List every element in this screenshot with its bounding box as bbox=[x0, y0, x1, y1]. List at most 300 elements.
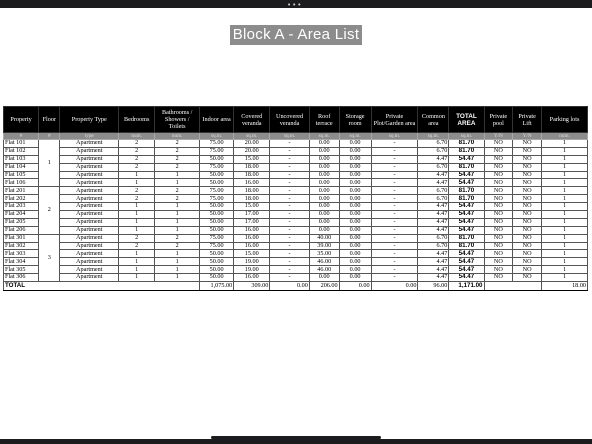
table-cell: Apartment bbox=[60, 274, 119, 282]
column-unit: sq.m. bbox=[449, 133, 484, 140]
column-unit: type bbox=[60, 133, 119, 140]
table-cell: - bbox=[371, 234, 418, 242]
table-cell: - bbox=[270, 266, 309, 274]
header-row bbox=[4, 107, 588, 133]
table-cell: 50.00 bbox=[200, 179, 234, 187]
table-cell: 15.00 bbox=[234, 203, 270, 211]
table-cell: NO bbox=[513, 258, 542, 266]
table-cell: - bbox=[270, 147, 309, 155]
table-row bbox=[4, 258, 588, 266]
column-header: Roof terrace bbox=[309, 107, 339, 133]
column-unit: Y/N bbox=[484, 133, 513, 140]
table-cell: Flat 205 bbox=[4, 218, 39, 226]
table-cell: NO bbox=[484, 147, 513, 155]
total-cell: 1,075.00 bbox=[200, 282, 234, 291]
table-cell: Flat 304 bbox=[4, 258, 39, 266]
total-row bbox=[4, 282, 588, 291]
table-cell: 2 bbox=[119, 242, 155, 250]
table-cell: 1 bbox=[119, 266, 155, 274]
table-body bbox=[4, 140, 588, 291]
table-cell: NO bbox=[513, 266, 542, 274]
table-cell: 0.00 bbox=[309, 171, 339, 179]
column-header: Indoor area bbox=[200, 107, 234, 133]
table-cell: Apartment bbox=[60, 242, 119, 250]
column-header: Private Lift bbox=[513, 107, 542, 133]
table-cell: 2 bbox=[155, 234, 200, 242]
table-cell: Flat 101 bbox=[4, 140, 39, 148]
total-cell: 1,171.00 bbox=[449, 282, 484, 291]
table-cell: 1 bbox=[542, 234, 588, 242]
table-cell: 0.00 bbox=[339, 203, 371, 211]
table-row bbox=[4, 218, 588, 226]
table-cell: 0.00 bbox=[339, 179, 371, 187]
table-cell: Apartment bbox=[60, 226, 119, 234]
table-row bbox=[4, 179, 588, 187]
table-row bbox=[4, 187, 588, 195]
table-cell: 54.47 bbox=[449, 250, 484, 258]
table-cell: 18.00 bbox=[234, 163, 270, 171]
window-handle-dots[interactable]: ••• bbox=[287, 1, 303, 9]
table-cell: 0.00 bbox=[339, 187, 371, 195]
table-cell: 16.00 bbox=[234, 242, 270, 250]
table-cell: 6.70 bbox=[418, 242, 449, 250]
table-cell: 1 bbox=[155, 258, 200, 266]
table-cell: 46.00 bbox=[309, 266, 339, 274]
column-header: Covered veranda bbox=[234, 107, 270, 133]
table-cell: 1 bbox=[155, 250, 200, 258]
table-cell: 75.00 bbox=[200, 234, 234, 242]
table-cell: 35.00 bbox=[309, 250, 339, 258]
table-cell: Apartment bbox=[60, 250, 119, 258]
table-row bbox=[4, 140, 588, 148]
table-cell: - bbox=[371, 226, 418, 234]
table-cell: 1 bbox=[542, 147, 588, 155]
area-list-sheet bbox=[3, 106, 588, 291]
table-cell: 18.00 bbox=[234, 195, 270, 203]
table-cell: 40.00 bbox=[309, 234, 339, 242]
table-cell: 6.70 bbox=[418, 195, 449, 203]
table-cell: 4.47 bbox=[418, 179, 449, 187]
table-cell: Apartment bbox=[60, 187, 119, 195]
table-cell: 75.00 bbox=[200, 187, 234, 195]
column-header: Private pool bbox=[484, 107, 513, 133]
table-cell: - bbox=[270, 155, 309, 163]
table-cell: NO bbox=[484, 250, 513, 258]
table-cell: - bbox=[270, 140, 309, 148]
table-cell: 2 bbox=[119, 163, 155, 171]
table-cell: 6.70 bbox=[418, 234, 449, 242]
table-cell: NO bbox=[484, 195, 513, 203]
table-cell: 54.47 bbox=[449, 203, 484, 211]
table-cell: 1 bbox=[542, 163, 588, 171]
table-cell: Flat 104 bbox=[4, 163, 39, 171]
table-cell: - bbox=[270, 258, 309, 266]
table-cell: Flat 204 bbox=[4, 211, 39, 219]
table-cell: Flat 203 bbox=[4, 203, 39, 211]
table-cell: NO bbox=[513, 211, 542, 219]
table-cell: 75.00 bbox=[200, 242, 234, 250]
table-cell: 0.00 bbox=[339, 258, 371, 266]
table-cell: 2 bbox=[119, 140, 155, 148]
table-cell: - bbox=[270, 187, 309, 195]
column-header: Property Type bbox=[60, 107, 119, 133]
table-cell: 50.00 bbox=[200, 211, 234, 219]
area-list-table bbox=[3, 106, 588, 291]
table-cell: 4.47 bbox=[418, 226, 449, 234]
table-cell: 4.47 bbox=[418, 203, 449, 211]
table-cell: 50.00 bbox=[200, 203, 234, 211]
table-cell: NO bbox=[484, 242, 513, 250]
floor-cell: 1 bbox=[39, 140, 60, 187]
column-unit: Y/N bbox=[513, 133, 542, 140]
table-cell: NO bbox=[513, 155, 542, 163]
table-cell: 2 bbox=[155, 195, 200, 203]
table-row bbox=[4, 250, 588, 258]
table-cell: NO bbox=[484, 155, 513, 163]
table-cell: 0.00 bbox=[339, 140, 371, 148]
table-cell: 1 bbox=[542, 266, 588, 274]
table-cell: Apartment bbox=[60, 203, 119, 211]
table-cell: 0.00 bbox=[309, 203, 339, 211]
table-cell: - bbox=[270, 226, 309, 234]
page-title: Block A - Area List bbox=[230, 25, 363, 45]
table-cell: 6.70 bbox=[418, 147, 449, 155]
table-cell: 2 bbox=[155, 140, 200, 148]
column-unit: num. bbox=[155, 133, 200, 140]
table-cell: 1 bbox=[155, 266, 200, 274]
floor-cell: 3 bbox=[39, 234, 60, 281]
table-cell: 1 bbox=[119, 179, 155, 187]
table-cell: 75.00 bbox=[200, 163, 234, 171]
total-cell: 96.00 bbox=[418, 282, 449, 291]
table-cell: NO bbox=[513, 242, 542, 250]
table-cell: 0.00 bbox=[309, 155, 339, 163]
table-cell: 0.00 bbox=[339, 155, 371, 163]
total-label: TOTAL bbox=[4, 282, 200, 291]
table-cell: 16.00 bbox=[234, 274, 270, 282]
table-cell: 2 bbox=[155, 155, 200, 163]
table-cell: 0.00 bbox=[309, 140, 339, 148]
table-cell: Apartment bbox=[60, 218, 119, 226]
table-cell: - bbox=[371, 140, 418, 148]
table-cell: - bbox=[371, 266, 418, 274]
table-cell: 0.00 bbox=[309, 195, 339, 203]
table-cell: 20.00 bbox=[234, 147, 270, 155]
table-cell: 50.00 bbox=[200, 171, 234, 179]
table-cell: - bbox=[270, 274, 309, 282]
table-cell: 46.00 bbox=[309, 258, 339, 266]
table-cell: 2 bbox=[119, 187, 155, 195]
table-cell: 50.00 bbox=[200, 155, 234, 163]
table-cell: NO bbox=[484, 211, 513, 219]
table-cell: 0.00 bbox=[339, 242, 371, 250]
table-cell: 1 bbox=[542, 140, 588, 148]
table-cell: - bbox=[270, 203, 309, 211]
table-cell: 50.00 bbox=[200, 226, 234, 234]
table-cell: 81.70 bbox=[449, 147, 484, 155]
table-cell: 4.47 bbox=[418, 218, 449, 226]
table-cell: 1 bbox=[542, 258, 588, 266]
table-row bbox=[4, 234, 588, 242]
table-cell: NO bbox=[484, 258, 513, 266]
table-cell: NO bbox=[513, 163, 542, 171]
table-cell: 16.00 bbox=[234, 179, 270, 187]
table-cell: 0.00 bbox=[339, 163, 371, 171]
table-cell: 1 bbox=[119, 211, 155, 219]
table-cell: NO bbox=[484, 179, 513, 187]
table-cell: - bbox=[371, 218, 418, 226]
table-cell: 0.00 bbox=[339, 274, 371, 282]
table-cell: 17.00 bbox=[234, 218, 270, 226]
table-cell: 81.70 bbox=[449, 187, 484, 195]
table-cell: 16.00 bbox=[234, 234, 270, 242]
table-cell: 54.47 bbox=[449, 171, 484, 179]
table-cell: Flat 301 bbox=[4, 234, 39, 242]
table-cell: 1 bbox=[542, 195, 588, 203]
table-row bbox=[4, 147, 588, 155]
column-unit: num. bbox=[119, 133, 155, 140]
table-cell: 1 bbox=[155, 171, 200, 179]
table-cell: 54.47 bbox=[449, 258, 484, 266]
table-row bbox=[4, 211, 588, 219]
table-cell: 20.00 bbox=[234, 140, 270, 148]
table-cell: - bbox=[270, 211, 309, 219]
table-cell: 1 bbox=[542, 226, 588, 234]
table-cell: - bbox=[270, 250, 309, 258]
table-cell: 1 bbox=[542, 274, 588, 282]
table-cell: 18.00 bbox=[234, 171, 270, 179]
table-cell: NO bbox=[484, 203, 513, 211]
table-cell: 81.70 bbox=[449, 163, 484, 171]
column-header: Common area bbox=[418, 107, 449, 133]
table-cell: 1 bbox=[155, 203, 200, 211]
table-cell: Apartment bbox=[60, 163, 119, 171]
table-cell: Flat 303 bbox=[4, 250, 39, 258]
table-cell: 0.00 bbox=[309, 218, 339, 226]
table-cell: 54.47 bbox=[449, 155, 484, 163]
table-cell: 1 bbox=[155, 179, 200, 187]
table-cell: 1 bbox=[542, 250, 588, 258]
table-cell: 4.47 bbox=[418, 266, 449, 274]
table-cell: NO bbox=[484, 163, 513, 171]
table-cell: Flat 201 bbox=[4, 187, 39, 195]
table-cell: Flat 302 bbox=[4, 242, 39, 250]
table-cell: 0.00 bbox=[339, 250, 371, 258]
table-cell: Flat 105 bbox=[4, 171, 39, 179]
table-cell: 2 bbox=[119, 195, 155, 203]
table-cell: - bbox=[270, 242, 309, 250]
table-cell: 1 bbox=[542, 242, 588, 250]
table-cell: - bbox=[270, 179, 309, 187]
total-cell: 0.00 bbox=[270, 282, 309, 291]
table-cell: 4.47 bbox=[418, 155, 449, 163]
table-cell: 54.47 bbox=[449, 266, 484, 274]
table-cell: NO bbox=[513, 250, 542, 258]
table-cell: NO bbox=[484, 171, 513, 179]
table-cell: Flat 206 bbox=[4, 226, 39, 234]
table-cell: 4.47 bbox=[418, 171, 449, 179]
table-cell: 1 bbox=[542, 155, 588, 163]
table-cell: Flat 103 bbox=[4, 155, 39, 163]
table-cell: NO bbox=[513, 203, 542, 211]
table-cell: Flat 306 bbox=[4, 274, 39, 282]
table-cell: 1 bbox=[542, 218, 588, 226]
table-cell: - bbox=[371, 187, 418, 195]
total-cell: 18.00 bbox=[542, 282, 588, 291]
table-cell: 0.00 bbox=[309, 274, 339, 282]
table-cell: 18.00 bbox=[234, 187, 270, 195]
table-cell: 50.00 bbox=[200, 218, 234, 226]
table-cell: 4.47 bbox=[418, 250, 449, 258]
column-unit: sq.m. bbox=[309, 133, 339, 140]
table-cell: NO bbox=[484, 226, 513, 234]
column-header: Parking lots bbox=[542, 107, 588, 133]
total-cell: 309.00 bbox=[234, 282, 270, 291]
table-cell: 1 bbox=[155, 274, 200, 282]
table-cell: - bbox=[371, 195, 418, 203]
table-cell: 0.00 bbox=[309, 179, 339, 187]
table-cell: Apartment bbox=[60, 195, 119, 203]
table-cell: 6.70 bbox=[418, 187, 449, 195]
table-cell: 39.00 bbox=[309, 242, 339, 250]
table-cell: 2 bbox=[155, 187, 200, 195]
table-cell: Apartment bbox=[60, 266, 119, 274]
table-cell: Flat 102 bbox=[4, 147, 39, 155]
table-cell: 2 bbox=[119, 234, 155, 242]
table-cell: Flat 202 bbox=[4, 195, 39, 203]
column-unit: sq.m. bbox=[200, 133, 234, 140]
table-cell: 2 bbox=[155, 242, 200, 250]
table-cell: 0.00 bbox=[309, 163, 339, 171]
table-cell: 0.00 bbox=[339, 147, 371, 155]
table-cell: NO bbox=[484, 234, 513, 242]
table-cell: Apartment bbox=[60, 140, 119, 148]
table-cell: 75.00 bbox=[200, 140, 234, 148]
table-cell: 0.00 bbox=[339, 171, 371, 179]
table-cell: 81.70 bbox=[449, 195, 484, 203]
table-cell: - bbox=[270, 171, 309, 179]
table-cell: 1 bbox=[542, 187, 588, 195]
table-cell: NO bbox=[513, 226, 542, 234]
table-cell: 2 bbox=[119, 155, 155, 163]
column-unit: num. bbox=[542, 133, 588, 140]
total-empty-cell bbox=[484, 282, 542, 291]
table-cell: NO bbox=[513, 187, 542, 195]
table-cell: NO bbox=[484, 266, 513, 274]
table-cell: NO bbox=[513, 195, 542, 203]
table-cell: 1 bbox=[119, 250, 155, 258]
table-row bbox=[4, 163, 588, 171]
table-cell: - bbox=[371, 258, 418, 266]
table-cell: 1 bbox=[155, 226, 200, 234]
table-cell: Flat 305 bbox=[4, 266, 39, 274]
table-row bbox=[4, 155, 588, 163]
table-cell: 75.00 bbox=[200, 147, 234, 155]
table-cell: 1 bbox=[119, 203, 155, 211]
table-cell: NO bbox=[513, 179, 542, 187]
table-cell: 4.47 bbox=[418, 211, 449, 219]
table-cell: 2 bbox=[155, 163, 200, 171]
total-cell: 206.00 bbox=[309, 282, 339, 291]
table-cell: 0.00 bbox=[339, 226, 371, 234]
table-cell: - bbox=[371, 250, 418, 258]
table-cell: - bbox=[371, 147, 418, 155]
window-top-bar bbox=[0, 0, 592, 8]
table-cell: 1 bbox=[542, 179, 588, 187]
column-header: Property bbox=[4, 107, 39, 133]
table-cell: 6.70 bbox=[418, 163, 449, 171]
column-unit: sq.m. bbox=[234, 133, 270, 140]
table-cell: - bbox=[270, 234, 309, 242]
table-cell: - bbox=[270, 195, 309, 203]
column-unit: sq.m. bbox=[339, 133, 371, 140]
table-cell: 0.00 bbox=[339, 218, 371, 226]
units-row bbox=[4, 133, 588, 140]
table-cell: - bbox=[371, 211, 418, 219]
table-cell: 1 bbox=[155, 218, 200, 226]
table-cell: NO bbox=[484, 140, 513, 148]
table-cell: NO bbox=[513, 274, 542, 282]
table-cell: 0.00 bbox=[339, 211, 371, 219]
table-cell: 0.00 bbox=[339, 234, 371, 242]
table-cell: Apartment bbox=[60, 211, 119, 219]
table-cell: 17.00 bbox=[234, 211, 270, 219]
table-cell: - bbox=[371, 163, 418, 171]
table-cell: Flat 106 bbox=[4, 179, 39, 187]
column-header: Storage room bbox=[339, 107, 371, 133]
table-cell: NO bbox=[484, 187, 513, 195]
table-cell: 0.00 bbox=[309, 147, 339, 155]
table-cell: 1 bbox=[542, 211, 588, 219]
table-cell: 19.00 bbox=[234, 266, 270, 274]
table-cell: - bbox=[371, 155, 418, 163]
table-cell: Apartment bbox=[60, 147, 119, 155]
table-cell: Apartment bbox=[60, 155, 119, 163]
title-container bbox=[0, 25, 592, 45]
table-row bbox=[4, 226, 588, 234]
table-row bbox=[4, 195, 588, 203]
table-cell: 54.47 bbox=[449, 179, 484, 187]
table-cell: - bbox=[270, 163, 309, 171]
column-header: Uncovered veranda bbox=[270, 107, 309, 133]
table-cell: 0.00 bbox=[339, 266, 371, 274]
table-cell: NO bbox=[513, 218, 542, 226]
floor-cell: 2 bbox=[39, 187, 60, 234]
table-cell: 1 bbox=[119, 258, 155, 266]
table-cell: NO bbox=[513, 140, 542, 148]
table-cell: 15.00 bbox=[234, 155, 270, 163]
column-unit: # bbox=[4, 133, 39, 140]
table-cell: 2 bbox=[155, 147, 200, 155]
table-cell: 19.00 bbox=[234, 258, 270, 266]
column-header: TOTAL AREA bbox=[449, 107, 484, 133]
table-cell: NO bbox=[484, 218, 513, 226]
table-cell: 50.00 bbox=[200, 266, 234, 274]
table-cell: 54.47 bbox=[449, 218, 484, 226]
table-row bbox=[4, 203, 588, 211]
table-cell: 54.47 bbox=[449, 211, 484, 219]
column-unit: sq.m. bbox=[371, 133, 418, 140]
table-cell: - bbox=[371, 203, 418, 211]
table-cell: 1 bbox=[542, 203, 588, 211]
table-cell: 50.00 bbox=[200, 250, 234, 258]
table-cell: 0.00 bbox=[339, 195, 371, 203]
table-cell: 54.47 bbox=[449, 274, 484, 282]
table-cell: Apartment bbox=[60, 171, 119, 179]
table-cell: - bbox=[371, 274, 418, 282]
table-cell: 50.00 bbox=[200, 274, 234, 282]
table-cell: 4.47 bbox=[418, 258, 449, 266]
